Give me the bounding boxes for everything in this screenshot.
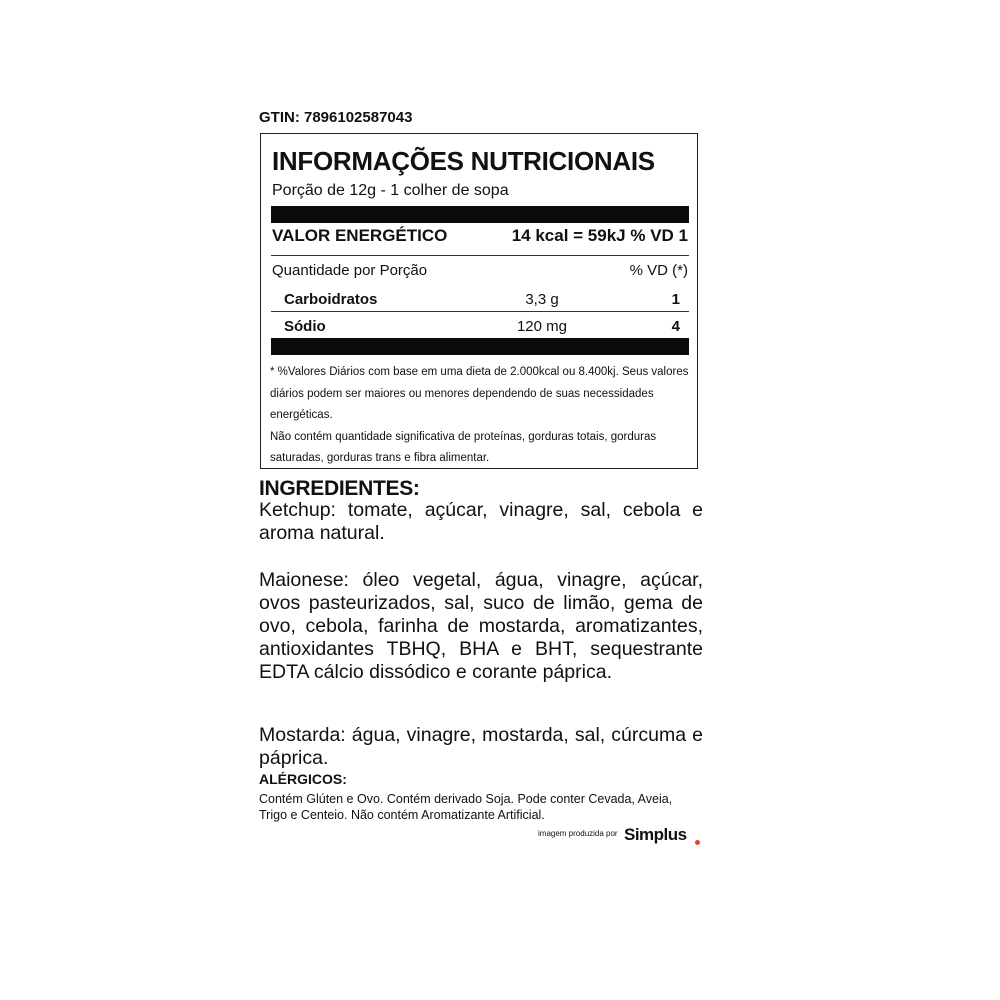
allergens-text: Contém Glúten e Ovo. Contém derivado Soja. Pode conter Cevada, Aveia, Trigo e Centeio. Não contém Aromatizante Artificial. bbox=[259, 792, 673, 822]
energy-label: VALOR ENERGÉTICO bbox=[272, 226, 448, 245]
nutrient-name: Carboidratos bbox=[284, 291, 378, 308]
quantity-label: Quantidade por Porção bbox=[272, 262, 428, 279]
ingredients-maionese: Maionese: óleo vegetal, água, vinagre, açúcar, ovos pasteurizados, sal, suco de limão, gema de ovo, cebola, farinha de mostarda, aromatizantes, antioxidantes TBHQ, BHA e BHT, sequestrante EDTA cálcio dissódico e corante páprica. bbox=[259, 569, 703, 683]
energy-value: 14 kcal = 59kJ % VD 1 bbox=[511, 226, 688, 245]
ingredients-mostarda: Mostarda: água, vinagre, mostarda, sal, cúrcuma e páprica. bbox=[259, 724, 703, 769]
nutrient-amount: 3,3 g bbox=[525, 291, 559, 308]
footnote-daily-values: * %Valores Diários com base em uma dieta de 2.000kcal ou 8.400kj. Seus valores diários podem ser maiores ou menores dependendo de suas necessidades energéticas. bbox=[270, 366, 689, 421]
allergens-title: ALÉRGICOS: bbox=[259, 771, 347, 787]
simplus-logo: Simplus bbox=[624, 825, 687, 844]
footnote bbox=[270, 362, 692, 470]
nutrition-facts-panel bbox=[260, 133, 698, 469]
logo-dot bbox=[695, 840, 700, 845]
black-bar-bottom bbox=[271, 338, 689, 355]
portion-size: Porção de 12g - 1 colher de sopa bbox=[272, 182, 509, 199]
ingredients-title: INGREDIENTES: bbox=[259, 477, 420, 500]
divider bbox=[271, 255, 689, 256]
nutrient-amount: 120 mg bbox=[516, 318, 568, 335]
black-bar-top bbox=[271, 206, 689, 223]
gtin-code: GTIN: 7896102587043 bbox=[259, 109, 413, 126]
nutrient-name: Sódio bbox=[284, 318, 326, 335]
nutrient-vd: 4 bbox=[671, 318, 680, 335]
divider bbox=[271, 311, 689, 312]
credit-prefix: imagem produzida por bbox=[538, 829, 618, 838]
ingredients-ketchup: Ketchup: tomate, açúcar, vinagre, sal, cebola e aroma natural. bbox=[259, 499, 703, 544]
nutrient-vd: 1 bbox=[671, 291, 680, 308]
footnote-not-significant: Não contém quantidade significativa de proteínas, gorduras totais, gorduras saturadas, gorduras trans e fibra alimentar. bbox=[270, 430, 657, 464]
vd-label: % VD (*) bbox=[629, 262, 688, 279]
energy-row bbox=[272, 226, 688, 246]
nutrition-title: INFORMAÇÕES NUTRICIONAIS bbox=[272, 146, 655, 176]
quantity-header bbox=[272, 262, 688, 279]
